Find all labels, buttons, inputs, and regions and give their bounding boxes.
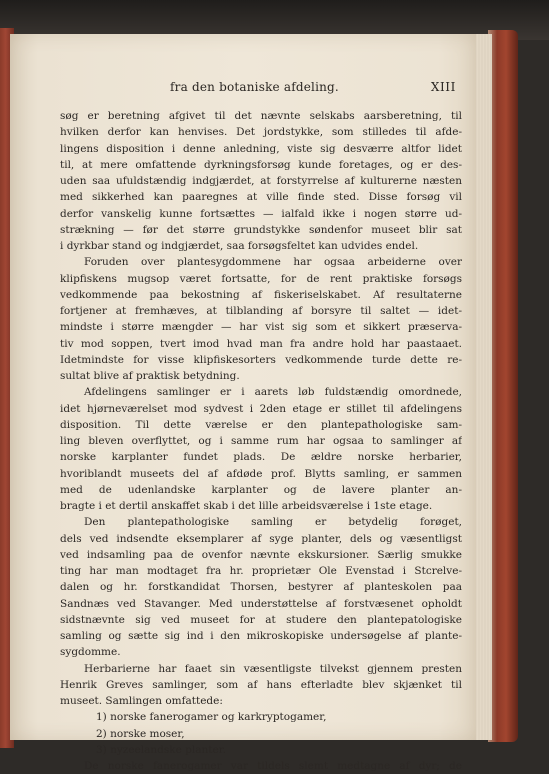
text-line: dels ved indsendte eksemplarer af syge planter, dels og væsentligst (60, 532, 462, 545)
text-line: Afdelingens samlinger er i aarets løb fuldstændig omordnede, (84, 386, 462, 399)
text-line: De norske fanerogamer var tildels slemt medtagne af dyr; de (84, 760, 462, 772)
text-line: lingens disposition i denne anledning, viste sig desværre altfor lidet (60, 142, 462, 155)
text-line: søg er beretning afgivet til det nævnte selskabs aarsberetning, til (60, 110, 462, 122)
body-text (60, 108, 462, 774)
text-line: museet. Samlingen omfattede: (60, 695, 223, 707)
text-line: strækning — før det større grundstykke søndenfor museet blir sat (60, 223, 462, 236)
text-line: ling bleven overflyttet, og i samme rum har ogsaa to samlinger af (60, 435, 462, 447)
text-line: sidstnævnte sig ved museet for at studere den plantepatologiske (60, 613, 462, 626)
text-line: uden saa ufuldstændig indgjærdet, at forstyrrelse af kulturerne næsten (60, 175, 462, 187)
text-line: Herbarierne har faaet sin væsentligste tilvekst gjennem presten (84, 662, 462, 675)
book-cover-edge (488, 30, 518, 742)
text-line: i dyrkbar stand og indgjærdet, saa forsøgsfeltet kan udvides endel. (60, 240, 419, 252)
text-line: ting har man modtaget fra hr. proprietær Ole Evenstad i Stcrelve- (60, 565, 462, 577)
text-line: klipfiskens mugsop været fortsatte, for de rent praktiske forsøgs (60, 272, 462, 285)
text-line: til, at mere omfattende dyrkningsforsøg kunde foretages, og er des- (60, 158, 462, 171)
text-line: norske karplanter fundet plads. De ældre norske herbarier, (60, 451, 462, 464)
text-line: sygdomme. (60, 646, 121, 659)
text-line: samling og sætte sig ind i den mikroskopiske undersøgelse af plante- (60, 630, 462, 642)
text-line: tiv mod soppen, tvert imod hvad man fra andre hold har paastaaet. (60, 337, 462, 350)
running-head (60, 80, 462, 98)
text-line: idet hjørneværelset mod sydvest i 2den etage er stillet til afdelingens (60, 402, 462, 415)
text-line: vedkommende paa bekostning af fiskeriselskabet. Af resultaterne (60, 288, 462, 301)
text-line: Sandnæs ved Stavanger. Med understøttelse af forstvæsenet opholdt (60, 597, 462, 610)
text-line: Den plantepathologiske samling er betydelig forøget, (84, 516, 462, 529)
text-line: Foruden over plantesygdommene har ogsaa arbeiderne over (84, 256, 462, 269)
running-title: fra den botaniske afdeling. (170, 80, 339, 94)
text-line: Henrik Greves samlinger, som af hans efterladte blev skjænket til (60, 678, 462, 691)
list-item: 2) norske moser, (96, 727, 185, 740)
text-line: hvoriblandt museets del af afdøde prof. Blytts samling, er sammen (60, 467, 462, 480)
text-line: fortjener at fremhæves, at tilblanding af borsyre til saltet — idet- (60, 305, 462, 317)
text-line: sultat blive af praktisk betydning. (60, 370, 240, 382)
text-line: bragte i et dertil anskaffet skab i det lille arbeidsværelse i 1ste etage. (60, 500, 433, 512)
text-line: med de udenlandske karplanter og de lavere planter an- (60, 483, 462, 496)
page-number: XIII (430, 80, 456, 94)
text-line: derfor vanskelig kunne fortsættes — ialfald ikke i nogen større ud- (60, 207, 462, 220)
text-line: ved indsamling paa de ovenfor nævnte ekskursioner. Særlig smukke (60, 548, 462, 561)
text-line: dalen og hr. forstkandidat Thorsen, bestyrer af planteskolen paa (60, 581, 462, 594)
list-item: 1) norske fanerogamer og karkryptogamer, (96, 711, 327, 724)
text-line: mindste i større mængder — har vist sig som et sikkert præserva- (60, 321, 462, 334)
text-line: Idetmindste for visse klipfiskesorters vedkommende turde dette re- (60, 353, 462, 366)
text-line: disposition. Til dette værelse er den plantepathologiske sam- (60, 418, 462, 431)
text-line: med sikkerhed kan paaregnes at ville finde sted. Disse forsøg vil (60, 191, 462, 204)
text-line: hvilken derfor kan henvises. Det jordstykke, som stilledes til afde- (60, 126, 462, 139)
list-item: 3) nyzeelandske planter. (96, 743, 226, 756)
